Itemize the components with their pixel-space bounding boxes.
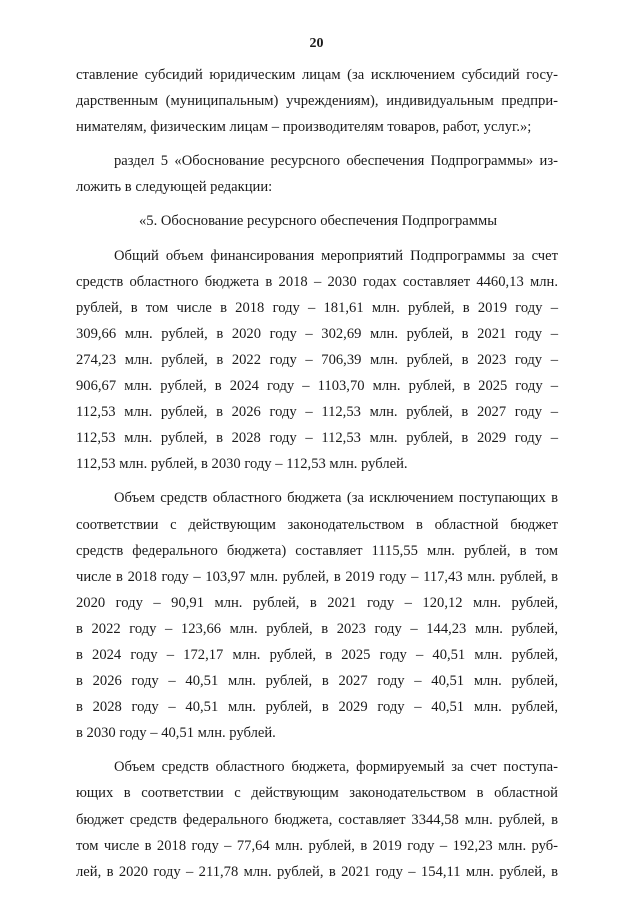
section-heading: «5. Обоснование ресурсного обеспечения Подпрограммы bbox=[139, 213, 498, 230]
text-line: том числе в 2018 году – 77,64 млн. рублей, в 2019 году – 192,23 млн. руб- bbox=[76, 837, 558, 854]
text-line: ющих в соответствии с действующим законодательством в областной bbox=[76, 785, 558, 802]
text-line: ставление субсидий юридическим лицам (за исключением субсидий госу- bbox=[76, 67, 558, 83]
text-line: 112,53 млн. рублей, в 2030 году – 112,53 млн. рублей. bbox=[76, 456, 408, 473]
document-body bbox=[76, 62, 558, 885]
text-line: 274,23 млн. рублей, в 2022 году – 706,39 млн. рублей, в 2023 году – bbox=[76, 351, 558, 368]
text-line: рублей, в том числе в 2018 году – 181,61 млн. рублей, в 2019 году – bbox=[76, 299, 558, 316]
text-line: раздел 5 «Обоснование ресурсного обеспечения Подпрограммы» из- bbox=[114, 153, 558, 170]
paragraph-total-financing bbox=[76, 243, 558, 478]
paragraph-federal-funds bbox=[76, 754, 558, 884]
text-line: Объем средств областного бюджета, формируемый за счет поступа- bbox=[114, 759, 558, 776]
text-line: 2020 году – 90,91 млн. рублей, в 2021 году – 120,12 млн. рублей, bbox=[76, 594, 558, 611]
text-line: в 2024 году – 172,17 млн. рублей, в 2025 году – 40,51 млн. рублей, bbox=[76, 646, 558, 663]
text-line: нимателям, физическим лицам – производителям товаров, работ, услуг.»; bbox=[76, 119, 532, 136]
text-line: 906,67 млн. рублей, в 2024 году – 1103,70 млн. рублей, в 2025 году – bbox=[76, 378, 558, 395]
text-line: лей, в 2020 году – 211,78 млн. рублей, в 2021 году – 154,11 млн. рублей, в bbox=[76, 863, 558, 880]
paragraph-subsidies-continuation bbox=[76, 62, 558, 140]
text-line: числе в 2018 году – 103,97 млн. рублей, в 2019 году – 117,43 млн. рублей, в bbox=[76, 568, 558, 585]
text-line: в 2026 году – 40,51 млн. рублей, в 2027 году – 40,51 млн. рублей, bbox=[76, 673, 558, 690]
text-line: 112,53 млн. рублей, в 2028 году – 112,53 млн. рублей, в 2029 году – bbox=[76, 430, 558, 447]
text-line: в 2030 году – 40,51 млн. рублей. bbox=[76, 725, 276, 742]
text-line: Объем средств областного бюджета (за исключением поступающих в bbox=[114, 490, 558, 507]
text-line: соответствии с действующим законодательством в областной бюджет bbox=[76, 516, 558, 533]
text-line: бюджет средств федерального бюджета, составляет 3344,58 млн. рублей, в bbox=[76, 811, 558, 828]
text-line: 112,53 млн. рублей, в 2026 году – 112,53 млн. рублей, в 2027 году – bbox=[76, 404, 558, 421]
paragraph-regional-budget bbox=[76, 485, 558, 746]
text-line: средств областного бюджета в 2018 – 2030 годах составляет 4460,13 млн. bbox=[76, 273, 558, 290]
paragraph-section5-instruction bbox=[76, 148, 558, 200]
text-line: Общий объем финансирования мероприятий Подпрограммы за счет bbox=[114, 247, 558, 264]
text-line: ложить в следующей редакции: bbox=[76, 179, 273, 196]
text-line: в 2028 году – 40,51 млн. рублей, в 2029 году – 40,51 млн. рублей, bbox=[76, 699, 558, 716]
text-line: в 2022 году – 123,66 млн. рублей, в 2023 году – 144,23 млн. рублей, bbox=[76, 620, 558, 637]
page-number: 20 bbox=[309, 36, 324, 51]
text-line: дарственным (муниципальным) учреждениям), индивидуальным предпри- bbox=[76, 93, 558, 110]
text-line: средств федерального бюджета) составляет 1115,55 млн. рублей, в том bbox=[76, 542, 558, 559]
text-line: 309,66 млн. рублей, в 2020 году – 302,69 млн. рублей, в 2021 году – bbox=[76, 325, 558, 342]
